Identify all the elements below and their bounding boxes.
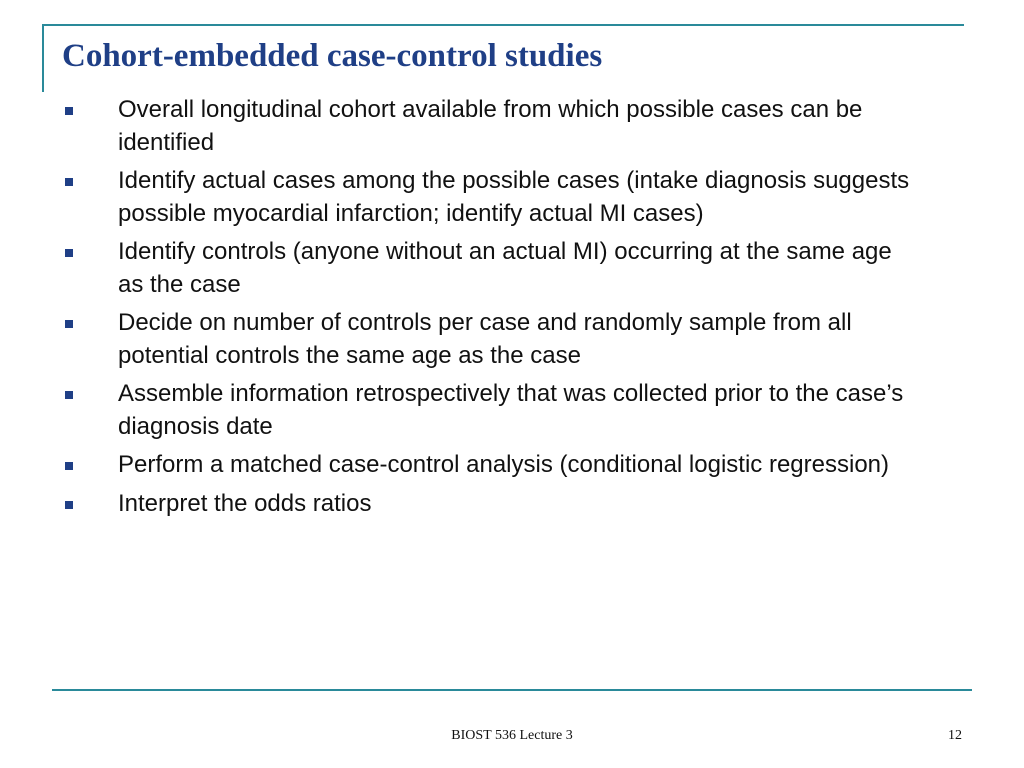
slide-title: Cohort-embedded case-control studies [62, 38, 603, 74]
bottom-rule [52, 689, 972, 691]
bullet-text: Decide on number of controls per case and randomly sample from all potential controls the same age as the case [118, 309, 852, 369]
square-bullet-icon [65, 320, 73, 328]
left-rule [42, 24, 44, 92]
bullet-item-1 [62, 94, 922, 159]
square-bullet-icon [65, 249, 73, 257]
bullet-item-2 [62, 165, 922, 230]
square-bullet-icon [65, 107, 73, 115]
page-number: 12 [948, 728, 962, 743]
bullet-text: Assemble information retrospectively that was collected prior to the case’s diagnosis date [118, 380, 904, 440]
square-bullet-icon [65, 462, 73, 470]
footer-course: BIOST 536 Lecture 3 [451, 728, 573, 743]
bullet-text: Overall longitudinal cohort available from which possible cases can be identified [118, 96, 863, 156]
square-bullet-icon [65, 391, 73, 399]
bullet-item-6 [62, 449, 922, 482]
bullet-text: Perform a matched case-control analysis (conditional logistic regression) [118, 451, 889, 478]
bullet-item-4 [62, 307, 922, 372]
square-bullet-icon [65, 178, 73, 186]
bullet-item-7 [62, 488, 922, 521]
bullet-item-5 [62, 378, 922, 443]
bullet-text: Identify actual cases among the possible cases (intake diagnosis suggests possible myocardial infarction; identify actual MI cases) [118, 167, 910, 227]
bullet-text: Identify controls (anyone without an actual MI) occurring at the same age as the case [118, 238, 892, 298]
bullet-item-3 [62, 236, 922, 301]
bullet-text: Interpret the odds ratios [118, 489, 372, 517]
top-rule [42, 24, 964, 26]
square-bullet-icon [65, 501, 73, 509]
bullet-list [62, 94, 922, 526]
